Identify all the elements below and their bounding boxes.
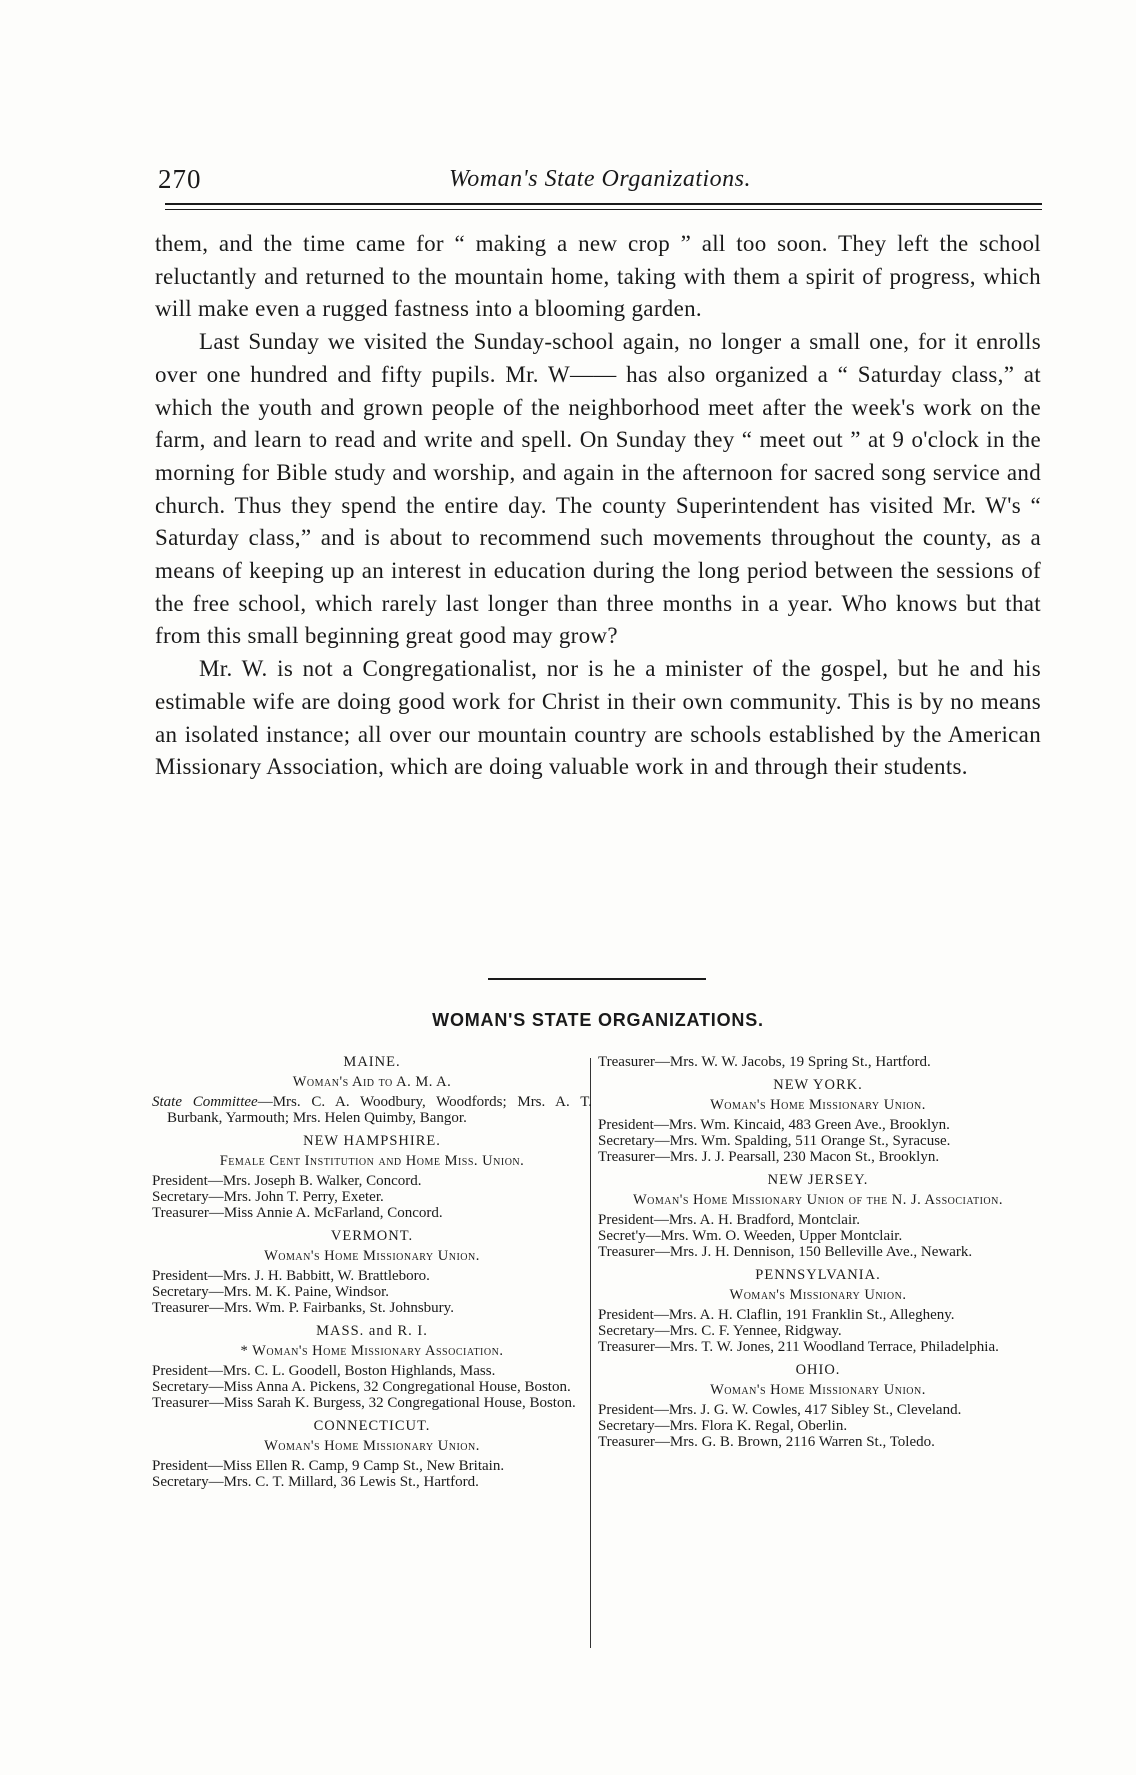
directory-left-column — [152, 1054, 592, 1490]
state-heading-massachusetts: MASS. and R. I. — [316, 1323, 428, 1339]
officer-entry: Treasurer—Mrs. J. H. Dennison, 150 Belleville Ave., Newark. — [598, 1244, 973, 1260]
officer-entry: Secretary—Mrs. M. K. Paine, Windsor. — [152, 1284, 390, 1300]
org-name: Woman's Home Missionary Union. — [264, 1248, 480, 1264]
committee-text: —Mrs. C. A. Woodbury, Woodfords; Mrs. A. T. Burbank, Yarmouth; Mrs. Helen Quimby, Bangor. — [167, 1094, 592, 1126]
org-name: Woman's Missionary Union. — [729, 1287, 907, 1303]
officer-entry: Treasurer—Mrs. J. J. Pearsall, 230 Macon St., Brooklyn. — [598, 1149, 940, 1165]
committee-label: State Committee — [152, 1094, 258, 1110]
org-name: Woman's Home Missionary Union of the N. J. Association. — [633, 1192, 1003, 1208]
paragraph-continued: them, and the time came for “ making a new crop ” all too soon. They left the school reluctantly and returned to the mountain home, taking with them a spirit of progress, which will make even a rugged fastness into a blooming garden. — [155, 231, 1041, 322]
state-heading-vermont: VERMONT. — [330, 1228, 414, 1244]
officer-entry: Treasurer—Mrs. T. W. Jones, 211 Woodland Terrace, Philadelphia. — [598, 1339, 999, 1355]
directory-right-column — [598, 1054, 1038, 1450]
state-heading-connecticut: CONNECTICUT. — [313, 1418, 431, 1434]
officer-entry: Secretary—Mrs. C. F. Yennee, Ridgway. — [598, 1323, 842, 1339]
header-rule-thick — [165, 203, 1042, 205]
officer-entry: Treasurer—Miss Sarah K. Burgess, 32 Congregational House, Boston. — [152, 1395, 576, 1411]
officer-entry: Secretary—Miss Anna A. Pickens, 32 Congregational House, Boston. — [152, 1379, 571, 1395]
org-name: Woman's Home Missionary Union. — [710, 1097, 926, 1113]
page-number: 270 — [158, 164, 202, 194]
officer-entry: President—Miss Ellen R. Camp, 9 Camp St., New Britain. — [152, 1458, 505, 1474]
officer-entry: Treasurer—Mrs. G. B. Brown, 2116 Warren St., Toledo. — [598, 1434, 935, 1450]
officer-entry: Secretary—Mrs. C. T. Millard, 36 Lewis St., Hartford. — [152, 1474, 479, 1490]
org-name: Woman's Aid to A. M. A. — [292, 1074, 452, 1090]
state-heading-new-york: NEW YORK. — [773, 1077, 863, 1093]
officer-entry: President—Mrs. Joseph B. Walker, Concord. — [152, 1173, 422, 1189]
officer-entry: President—Mrs. A. H. Bradford, Montclair. — [598, 1212, 861, 1228]
state-heading-new-jersey: NEW JERSEY. — [767, 1172, 869, 1188]
running-title: Woman's State Organizations. — [448, 166, 752, 192]
officer-entry: Treasurer—Mrs. Wm. P. Fairbanks, St. Johnsbury. — [152, 1300, 454, 1316]
officer-entry: Secretary—Mrs. John T. Perry, Exeter. — [152, 1189, 384, 1205]
officer-entry: Secret'y—Mrs. Wm. O. Weeden, Upper Montclair. — [598, 1228, 903, 1244]
org-name: Female Cent Institution and Home Miss. Union. — [219, 1153, 525, 1169]
officer-entry: President—Mrs. Wm. Kincaid, 483 Green Ave., Brooklyn. — [598, 1117, 950, 1133]
section-heading: WOMAN'S STATE ORGANIZATIONS. — [432, 1010, 764, 1030]
officer-entry: Treasurer—Mrs. W. W. Jacobs, 19 Spring St., Hartford. — [598, 1054, 931, 1070]
paragraph: Mr. W. is not a Congregationalist, nor is he a minister of the gospel, but he and his estimable wife are doing good work for Christ in their own community. This is by no means an isolated instance; all over our mountain country are schools established by the American Missionary Association, which are doing valuable work in and through their students. — [155, 656, 1041, 780]
officer-entry: President—Mrs. A. H. Claflin, 191 Franklin St., Allegheny. — [598, 1307, 955, 1323]
header-rule-thin — [165, 209, 1042, 210]
state-heading-ohio: OHIO. — [795, 1362, 841, 1378]
officer-entry: President—Mrs. C. L. Goodell, Boston Highlands, Mass. — [152, 1363, 496, 1379]
officer-entry: President—Mrs. J. H. Babbitt, W. Brattleboro. — [152, 1268, 430, 1284]
officer-entry: Treasurer—Miss Annie A. McFarland, Concord. — [152, 1205, 443, 1221]
section-divider — [488, 978, 706, 980]
org-name: Woman's Home Missionary Union. — [264, 1438, 480, 1454]
state-heading-new-hampshire: NEW HAMPSHIRE. — [303, 1133, 441, 1149]
state-heading-maine: MAINE. — [343, 1054, 401, 1070]
org-name: * Woman's Home Missionary Association. — [240, 1343, 504, 1359]
org-name: Woman's Home Missionary Union. — [710, 1382, 926, 1398]
page-header — [155, 164, 1045, 198]
committee-entry — [152, 1094, 592, 1126]
paragraph: Last Sunday we visited the Sunday-school again, no longer a small one, for it enrolls over one hundred and fifty pupils. Mr. W—— has also organized a “ Saturday class,” at which the youth and grown people of the neighborhood meet after the week's work on the farm, and learn to read and write and spell. On Sunday they “ meet out ” at 9 o'clock in the morning for Bible study and worship, and again in the afternoon for sacred song service and church. Thus they spend the entire day. The county Superintendent has visited Mr. W's “ Saturday class,” and is about to recommend such movements throughout the county, as a means of keeping up an interest in education during the long period between the sessions of the free school, which rarely last longer than three months in a year. Who knows but that from this small beginning great good may grow? — [155, 329, 1041, 649]
state-heading-pennsylvania: PENNSYLVANIA. — [755, 1267, 881, 1283]
officer-entry: Secretary—Mrs. Flora K. Regal, Oberlin. — [598, 1418, 848, 1434]
body-text — [155, 228, 1041, 784]
officer-entry: President—Mrs. J. G. W. Cowles, 417 Sibley St., Cleveland. — [598, 1402, 962, 1418]
officer-entry: Secretary—Mrs. Wm. Spalding, 511 Orange St., Syracuse. — [598, 1133, 951, 1149]
